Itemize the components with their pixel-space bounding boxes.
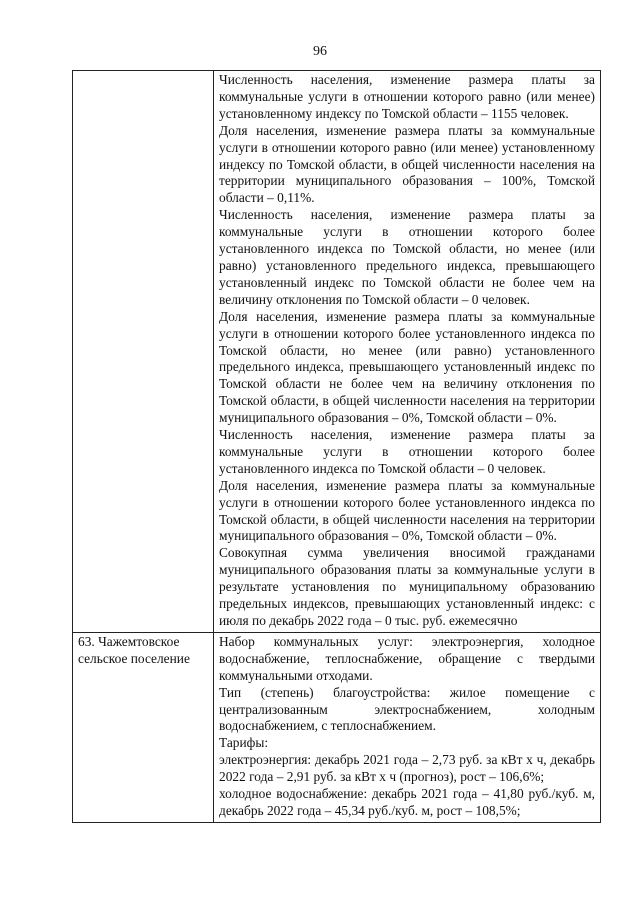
paragraph: Доля населения, изменение размера платы за коммунальные услуги в отношении которого более установленного индекса по Томской области, но менее (или равно) установленного предельного индекса, превышающего установленный индекс по Томской области не более чем на величину отклонения по Томской области, в общей численности населения на территории муниципального образования – 0%, Томской области – 0%. xyxy=(219,308,595,426)
settlement-name-cell: 63. Чажемтовское сельское поселение xyxy=(73,632,214,822)
paragraph: Доля населения, изменение размера платы за коммунальные услуги в отношении которого более установленного индекса по Томской области, в общей численности населения на территории муниципального образования – 0%, Томской области – 0%. xyxy=(219,477,595,544)
paragraph: Совокупная сумма увеличения вносимой гражданами муниципального образования платы за коммунальные услуги в результате установления по муниципальному образованию предельных индексов, превышающих установленный индекс: с июля по декабрь 2022 года – 0 тыс. руб. ежемесячно xyxy=(219,545,595,628)
paragraph: Тарифы: xyxy=(219,735,269,751)
paragraph: Тип (степень) благоустройства: жилое помещение с централизованным электроснабжением, холодным водоснабжением, с теплоснабжением. xyxy=(219,684,595,734)
page-number: 96 xyxy=(313,44,327,59)
paragraph: электроэнергия: декабрь 2021 года – 2,73 руб. за кВт х ч, декабрь 2022 года – 2,91 руб. за кВт х ч (прогноз), рост – 106,6%; xyxy=(219,752,595,785)
table-row xyxy=(73,71,601,633)
paragraph: холодное водоснабжение: декабрь 2021 года – 41,80 руб./куб. м, декабрь 2022 года – 45,34 руб./куб. м, рост – 108,5%; xyxy=(219,786,595,818)
table-row xyxy=(73,632,601,822)
paragraph: Доля населения, изменение размера платы за коммунальные услуги в отношении которого равно (или менее) установленному индексу по Томской области, в общей численности населения на территории муниципального образования – 100%, Томской области – 0,11%. xyxy=(219,122,595,206)
row-name-cell xyxy=(73,71,214,633)
paragraph: Численность населения, изменение размера платы за коммунальные услуги в отношении которого более установленного индекса по Томской области, но менее (или равно) установленного предельного индекса, превышающего установленный индекс по Томской области не более чем на величину отклонения по Томской области – 0 человек. xyxy=(219,207,595,307)
row-description-cell xyxy=(214,71,601,633)
paragraph: Численность населения, изменение размера платы за коммунальные услуги в отношении которого более установленного индекса по Томской области – 0 человек. xyxy=(219,427,595,476)
paragraph: Численность населения, изменение размера платы за коммунальные услуги в отношении которого равно (или менее) установленному индексу по Томской области – 1155 человек. xyxy=(219,72,595,121)
data-table xyxy=(72,70,601,823)
paragraph: Набор коммунальных услуг: электроэнергия, холодное водоснабжение, теплоснабжение, обращение с твердыми коммунальными отходами. xyxy=(219,633,595,683)
row-description-cell xyxy=(214,632,601,822)
